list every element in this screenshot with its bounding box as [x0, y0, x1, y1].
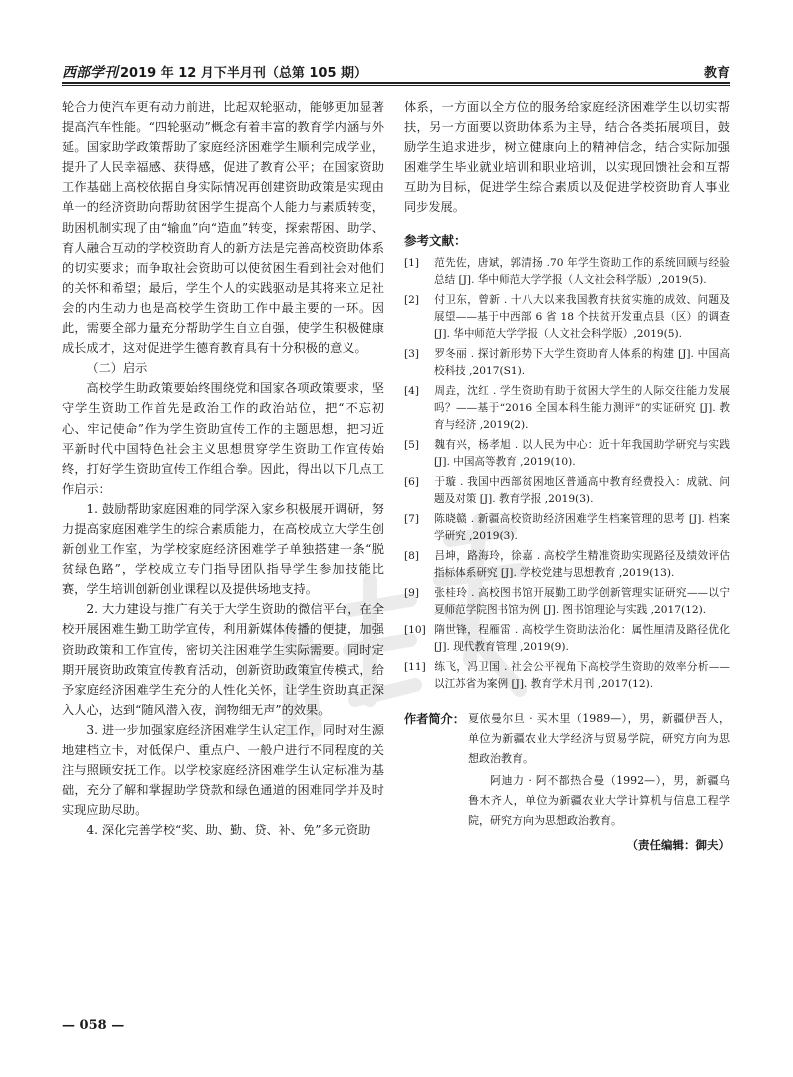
journal-issue: [62, 62, 367, 82]
list-item: 1. 鼓励帮助家庭困难的同学深入家乡积极展开调研，努力提高家庭困难学生的综合素质能力，在高校成立大学生创新创业工作室，为学校家庭经济困难学子单独搭建一条“脱贫绿色路”，学校成立专门指导团队指导学生参加技能比赛，学生培训创新创业课程以及提供场地支持。: [62, 501, 384, 597]
reference-item: [404, 511, 730, 545]
reference-text: 隋世锋，程雁雷 . 高校学生资助法治化：属性厘清及路径优化 [J]. 现代教育管理 ,2019(9).: [434, 623, 730, 653]
section-label: 教育: [703, 66, 730, 81]
page-number: — 058 —: [62, 1018, 125, 1033]
left-column: [62, 97, 384, 840]
responsible-editor: （责任编辑：御夫）: [626, 837, 730, 852]
author-bio: [404, 709, 730, 831]
reference-item: [404, 383, 730, 434]
author-bio-1: 夏依曼尔旦 · 买木里（1989—），男，新疆伊吾人，单位为新疆农业大学经济与贸易学院，研究方向为思想政治教育。: [468, 711, 730, 765]
reference-number: [9]: [404, 586, 420, 599]
reference-text: 罗冬丽 . 探讨新形势下大学生资助育人体系的构建 [J]. 中国高校科技 ,2017(S1).: [434, 347, 730, 377]
body-paragraph: 轮合力使汽车更有动力前进，比起双轮驱动，能够更加显著提高汽车性能。“四轮驱动”概念有着丰富的教育学内涵与外延。国家助学政策帮助了家庭经济困难学生顺利完成学业，提升了人民幸福感、获得感，促进了教育公平；在国家资助工作基础上高校依据自身实际情况再创建资助政策是实现由单一的经济资助向帮助贫困学生提高个人能力与素质转变，助困机制实现了由“输血”向“造血”转变，探索帮困、助学、育人融合互动的学校资助育人的新方法是完善高校资助体系的切实要求；而争取社会资助可以使贫困生看到社会对他们的关怀和希望；最后，学生个人的实践驱动是其将来立足社会的内生动力也是高校学生资助工作中最主要的一环。因此，需要全部力量充分帮助学生自立自强，使学生积极健康成长成才，这对促进学生德育教育具有十分积极的意义。: [62, 100, 384, 356]
reference-item: [404, 622, 730, 656]
reference-text: 于璇 . 我国中西部贫困地区普通高中教育经费投入：成就、问题及对策 [J]. 教育学报 ,2019(3).: [434, 475, 730, 505]
reference-item: [404, 659, 730, 693]
body-paragraph: 体系，一方面以全方位的服务给家庭经济困难学生以切实帮扶，另一方面要以资助体系为主导，结合各类拓展项目，鼓励学生追求进步，树立健康向上的精神信念，结合实际加强困难学生毕业就业培训和职业培训，以实现回馈社会和互帮互助为目标，促进学生综合素质以及促进学校资助育人事业同步发展。: [404, 100, 730, 215]
list-item: 2. 大力建设与推广有关于大学生资助的微信平台，在全校开展困难生勤工助学宣传，利用新媒体传播的便捷，加强资助政策和工作宣传，密切关注困难学生实际需要。同时定期开展资助政策宣传教育活动，创新资助政策宣传模式，给予家庭经济困难学生充分的人性化关怀，让学生资助真正深入人心，达到“随风潜入夜，润物细无声”的效果。: [62, 602, 384, 717]
reference-number: [7]: [404, 512, 420, 525]
reference-item: [404, 437, 730, 471]
issue-info: 2019 年 12 月下半月刊（总第 105 期）: [120, 66, 368, 81]
reference-item: [404, 548, 730, 582]
reference-number: [8]: [404, 549, 420, 562]
list-item: 4. 深化完善学校“奖、助、勤、贷、补、免”多元资助: [86, 823, 371, 838]
reference-number: [11]: [404, 660, 426, 673]
reference-text: 付卫东，曾新 . 十八大以来我国教育扶贫实施的成效、问题及展望——基于中西部 6 省 18 个扶贫开发重点县（区）的调查 [J]. 华中师范大学学报（人文社会科学版）,2019(5).: [434, 293, 730, 340]
reference-number: [1]: [404, 256, 420, 269]
reference-text: 周垚，沈红 . 学生资助有助于贫困大学生的人际交往能力发展吗？——基于“2016 全国本科生能力测评”的实证研究 [J]. 教育与经济 ,2019(2).: [434, 384, 730, 431]
header-rule-thin: [62, 85, 730, 86]
reference-number: [3]: [404, 347, 420, 360]
reference-number: [2]: [404, 293, 420, 306]
author-bio-2: 阿迪力 · 阿不都热合曼（1992—），男，新疆乌鲁木齐人，单位为新疆农业大学计算机与信息工程学院，研究方向为思想政治教育。: [468, 773, 730, 827]
journal-logo: 西部学刊: [62, 65, 118, 81]
body-paragraph: 高校学生助政策要始终围绕党和国家各项政策要求，坚守学生资助工作首先是政治工作的政治站位，把“不忘初心、牢记使命”作为学生资助宣传工作的主题思想，把习近平新时代中国特色社会主义思想贯穿学生资助工作宣传始终，打好学生资助宣传工作组合拳。因此，得出以下几点工作启示：: [62, 381, 384, 496]
reference-number: [4]: [404, 384, 420, 397]
reference-text: 张桂玲 . 高校图书馆开展勤工助学创新管理实证研究——以宁夏师范学院图书馆为例 [J]. 图书馆理论与实践 ,2017(12).: [434, 586, 730, 616]
reference-item: [404, 292, 730, 343]
subsection-heading: （二）启示: [86, 361, 148, 376]
reference-item: [404, 255, 730, 289]
author-bio-label: 作者简介：: [404, 711, 465, 726]
reference-text: 范先佐，唐斌，郭清扬 .70 年学生资助工作的系统回顾与经验总结 [J]. 华中师范大学学报（人文社会科学版）,2019(5).: [434, 256, 730, 286]
reference-item: [404, 474, 730, 508]
reference-text: 魏有兴，杨孝旭 . 以人民为中心：近十年我国助学研究与实践 [J]. 中国高等教育 ,2019(10).: [434, 438, 730, 468]
header-rule: [62, 82, 730, 84]
reference-number: [10]: [404, 623, 426, 636]
list-item: 3. 进一步加强家庭经济困难学生认定工作，同时对生源地建档立卡，对低保户、重点户、一般户进行不同程度的关注与照顾安抚工作。以学校家庭经济困难学生认定标准为基础，充分了解和掌握助学贷款和绿色通道的困难同学并及时实现应助尽助。: [62, 722, 384, 818]
reference-number: [5]: [404, 438, 420, 451]
reference-text: 陈晓赣 . 新疆高校资助经济困难学生档案管理的思考 [J]. 档案学研究 ,2019(3).: [434, 512, 730, 542]
reference-item: [404, 585, 730, 619]
right-column: [404, 97, 730, 855]
reference-number: [6]: [404, 475, 420, 488]
references-heading: 参考文献：: [404, 232, 467, 248]
reference-text: 练飞，冯卫国 . 社会公平视角下高校学生资助的效率分析——以江苏省为案例 [J]. 教育学术月刊 ,2017(12).: [434, 660, 730, 690]
running-header: [62, 58, 730, 84]
reference-text: 吕坤，路海玲，徐嘉 . 高校学生精准资助实现路径及绩效评估指标体系研究 [J]. 学校党建与思想教育 ,2019(13).: [434, 549, 730, 579]
reference-item: [404, 346, 730, 380]
reference-list: [404, 255, 730, 693]
